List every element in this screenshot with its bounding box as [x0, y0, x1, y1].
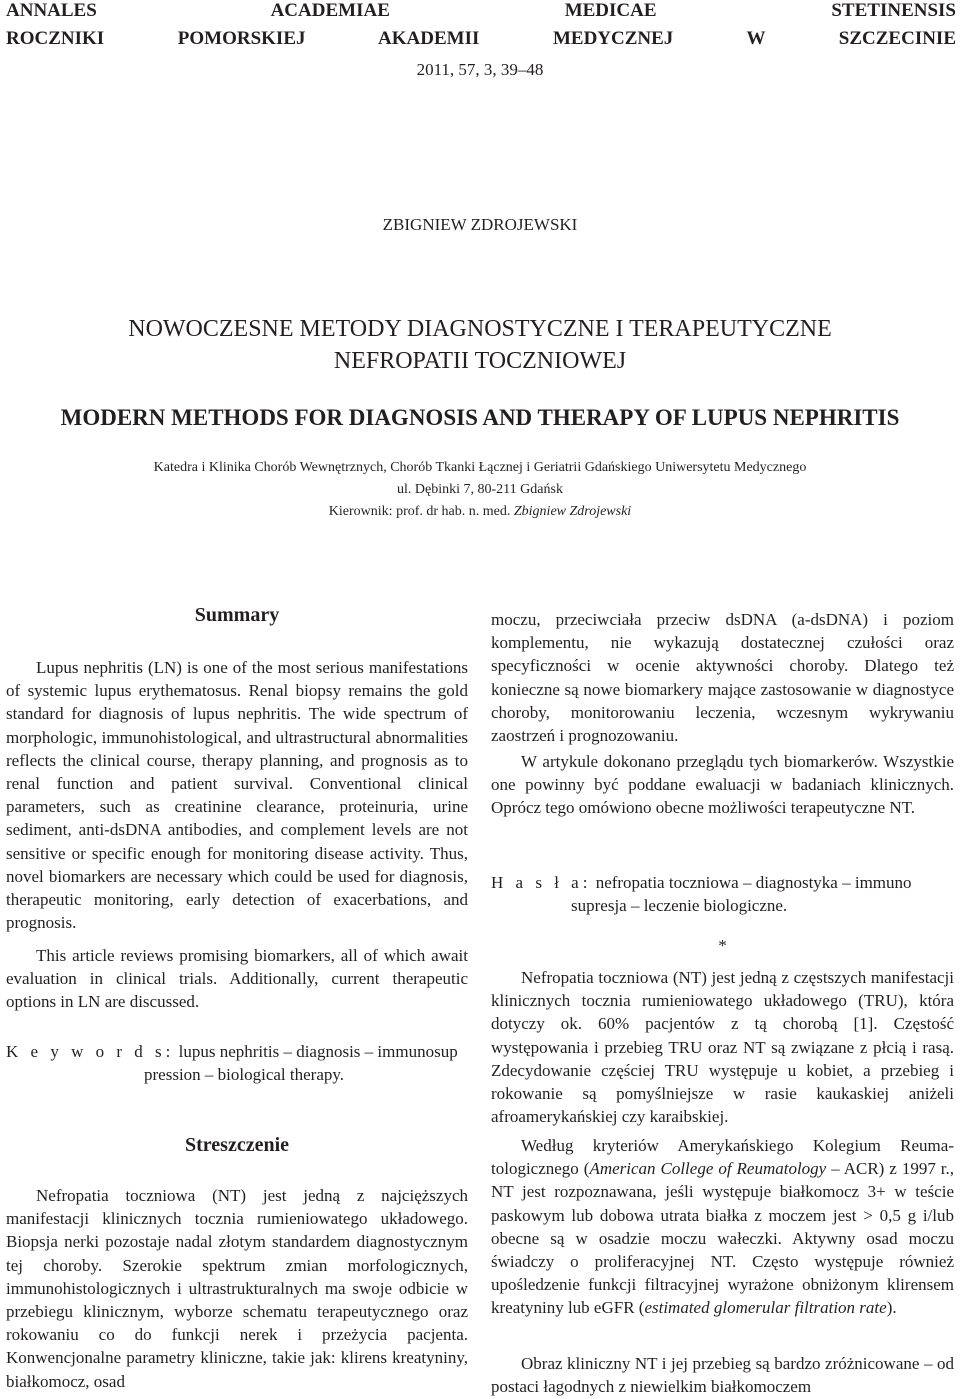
key-words-line2: pression – biological therapy. [144, 1065, 345, 1085]
body-paragraph-2 [491, 1134, 954, 1320]
hasla-line1: nefropatia toczniowa – diagnostyka – immuno [595, 873, 912, 892]
body-paragraph-2-text-c: ). [886, 1298, 897, 1318]
streszczenie-heading: Streszczenie [184, 1134, 290, 1156]
summary-paragraph-2: This article reviews promising biomarkers, all of which await evaluation in clinical trials. Additionally, current therapeutic options in LN are discussed. [6, 946, 468, 1012]
body-paragraph-2-text-a: Według kryteriów Amerykańskiego Kolegium Reumatologicznego ( [491, 1136, 954, 1179]
key-words-line1: lupus nephritis – diagnosis – immunosup [178, 1042, 458, 1061]
journal-name-latin: ANNALES ACADEMIAE MEDICAE STETINENSIS [6, 0, 956, 21]
title-polish-line2: NEFROPATII TOCZNIOWEJ [333, 348, 627, 374]
title-polish-line1: NOWOCZESNE METODY DIAGNOSTYCZNE I TERAPEUTYCZNE [128, 316, 832, 342]
hasla [491, 871, 954, 917]
body-paragraph-1: Nefropatia toczniowa (NT) jest jedną z częstszych manifestacji klinicznych tocznia rumieniowatego układowego (TRU), która dotyczy ok. 60% pacjentów z tą chorobą [1]. Częstość występowania i przebieg TRU oraz NT są związane z płcią i rasą. Zdecydowanie częściej TRU występuje u kobiet, a przebieg i rokowanie są pomyślniejsze w rasie kaukaskiej aniżeli afroamerykańskiej czy karaibskiej. [491, 968, 954, 1127]
affiliation-head-name: Zbigniew Zdrojewski [513, 504, 632, 519]
section-asterisk: * [718, 936, 727, 955]
key-words-label: K e y w o r d s: [6, 1042, 175, 1061]
key-words [6, 1040, 468, 1086]
acr-full-name: American College of Reumatology [589, 1159, 827, 1179]
journal-name-polish: ROCZNIKI POMORSKIEJ AKADEMII MEDYCZNEJ W SZCZECINIE [6, 28, 956, 49]
affiliation-head-prefix: Kierownik: prof. dr hab. n. med. [328, 504, 514, 519]
streszczenie-continuation: moczu, przeciwciała przeciw dsDNA (a-dsDNA) i poziom komplementu, nie wykazują dostatecznej czułości oraz specyficzności w ocenie aktywności choroby. Dlatego też konieczne są nowe biomarkery mające zastosowanie w diagnostyce choroby, monitorowaniu leczenia, wczesnym wykrywaniu zaostrzeń i prognozowaniu. [491, 610, 954, 746]
affiliation-head [0, 504, 960, 520]
affiliation-address: ul. Dębinki 7, 80-211 Gdańsk [397, 482, 563, 497]
body-paragraph-2-text-b: – ACR) z 1997 r., NT jest rozpoznawana, jeśli występuje białkomocz 3+ w teście paskowym lub dobowa utrata białka z moczem jest > 0,5 g i/lub obecne są w osadzie moczu wałeczki. Aktywny osad moczu świadczy o proliferacyjnej NT. Często występuje również upośledzenie funkcji filtracyjnej wyrażone obniżonym klirensem kreatyniny lub eGFR ( [491, 1159, 955, 1318]
body-paragraph-3: Obraz kliniczny NT i jej przebieg są bardzo zróżnicowane – od postaci łagodnych z niewielkim białkomoczem [491, 1354, 954, 1397]
streszczenie-paragraph-2: W artykule dokonano przeglądu tych biomarkerów. Wszystkie one powinny być poddane ewaluacji w badaniach klinicznych. Oprócz tego omówiono obecne możliwości terapeutyczne NT. [491, 752, 954, 818]
journal-reference: 2011, 57, 3, 39–48 [416, 60, 544, 79]
streszczenie-paragraph: Nefropatia toczniowa (NT) jest jedną z najcięższych manifestacji klinicznych tocznia rumieniowatego układowego. Biopsja nerki pozostaje nadal złotym standardem diagnostycznym tej choroby. Szerokie spektrum zmian morfologicznych, immunohistologicznych i ultrastrukturalnych ma swoje odbicie w przebiegu klinicznym, wyborze schematu terapeutycznego oraz rokowaniu co do funkcji nerek i przeżycia pacjenta. Konwencjonalne parametry kliniczne, takie jak: klirens kreatyniny, białkomocz, osad [6, 1186, 468, 1391]
hasla-label: H a s ł a: [491, 873, 592, 892]
egfr-full-name: estimated glomerular filtration rate [644, 1298, 887, 1318]
summary-paragraph-1: Lupus nephritis (LN) is one of the most serious manifestations of systemic lupus erythematosus. Renal biopsy remains the gold standard for diagnosis of lupus nephritis. The wide spectrum of morphologic, immunohistological, and ultrastructural abnormalities reflects the clinical course, therapy planning, and prognosis as to renal function and patient survival. Conventional clinical parameters, such as creatinine clearance, proteinuria, urine sediment, anti-dsDNA antibodies, and complement levels are not sensitive or specific enough for monitoring disease activity. Thus, novel biomarkers are necessary which could be used for diagnosis, therapeutic monitoring, early detection of exacerbations, and prognosis. [6, 658, 468, 933]
title-english: MODERN METHODS FOR DIAGNOSIS AND THERAPY OF LUPUS NEPHRITIS [60, 405, 900, 430]
author-name: ZBIGNIEW ZDROJEWSKI [382, 215, 578, 234]
summary-heading: Summary [194, 604, 280, 626]
hasla-line2: supresja – leczenie biologiczne. [571, 896, 788, 916]
affiliation-department: Katedra i Klinika Chorób Wewnętrznych, Chorób Tkanki Łącznej i Geriatrii Gdańskiego Uniwersytetu Medycznego [153, 460, 807, 475]
